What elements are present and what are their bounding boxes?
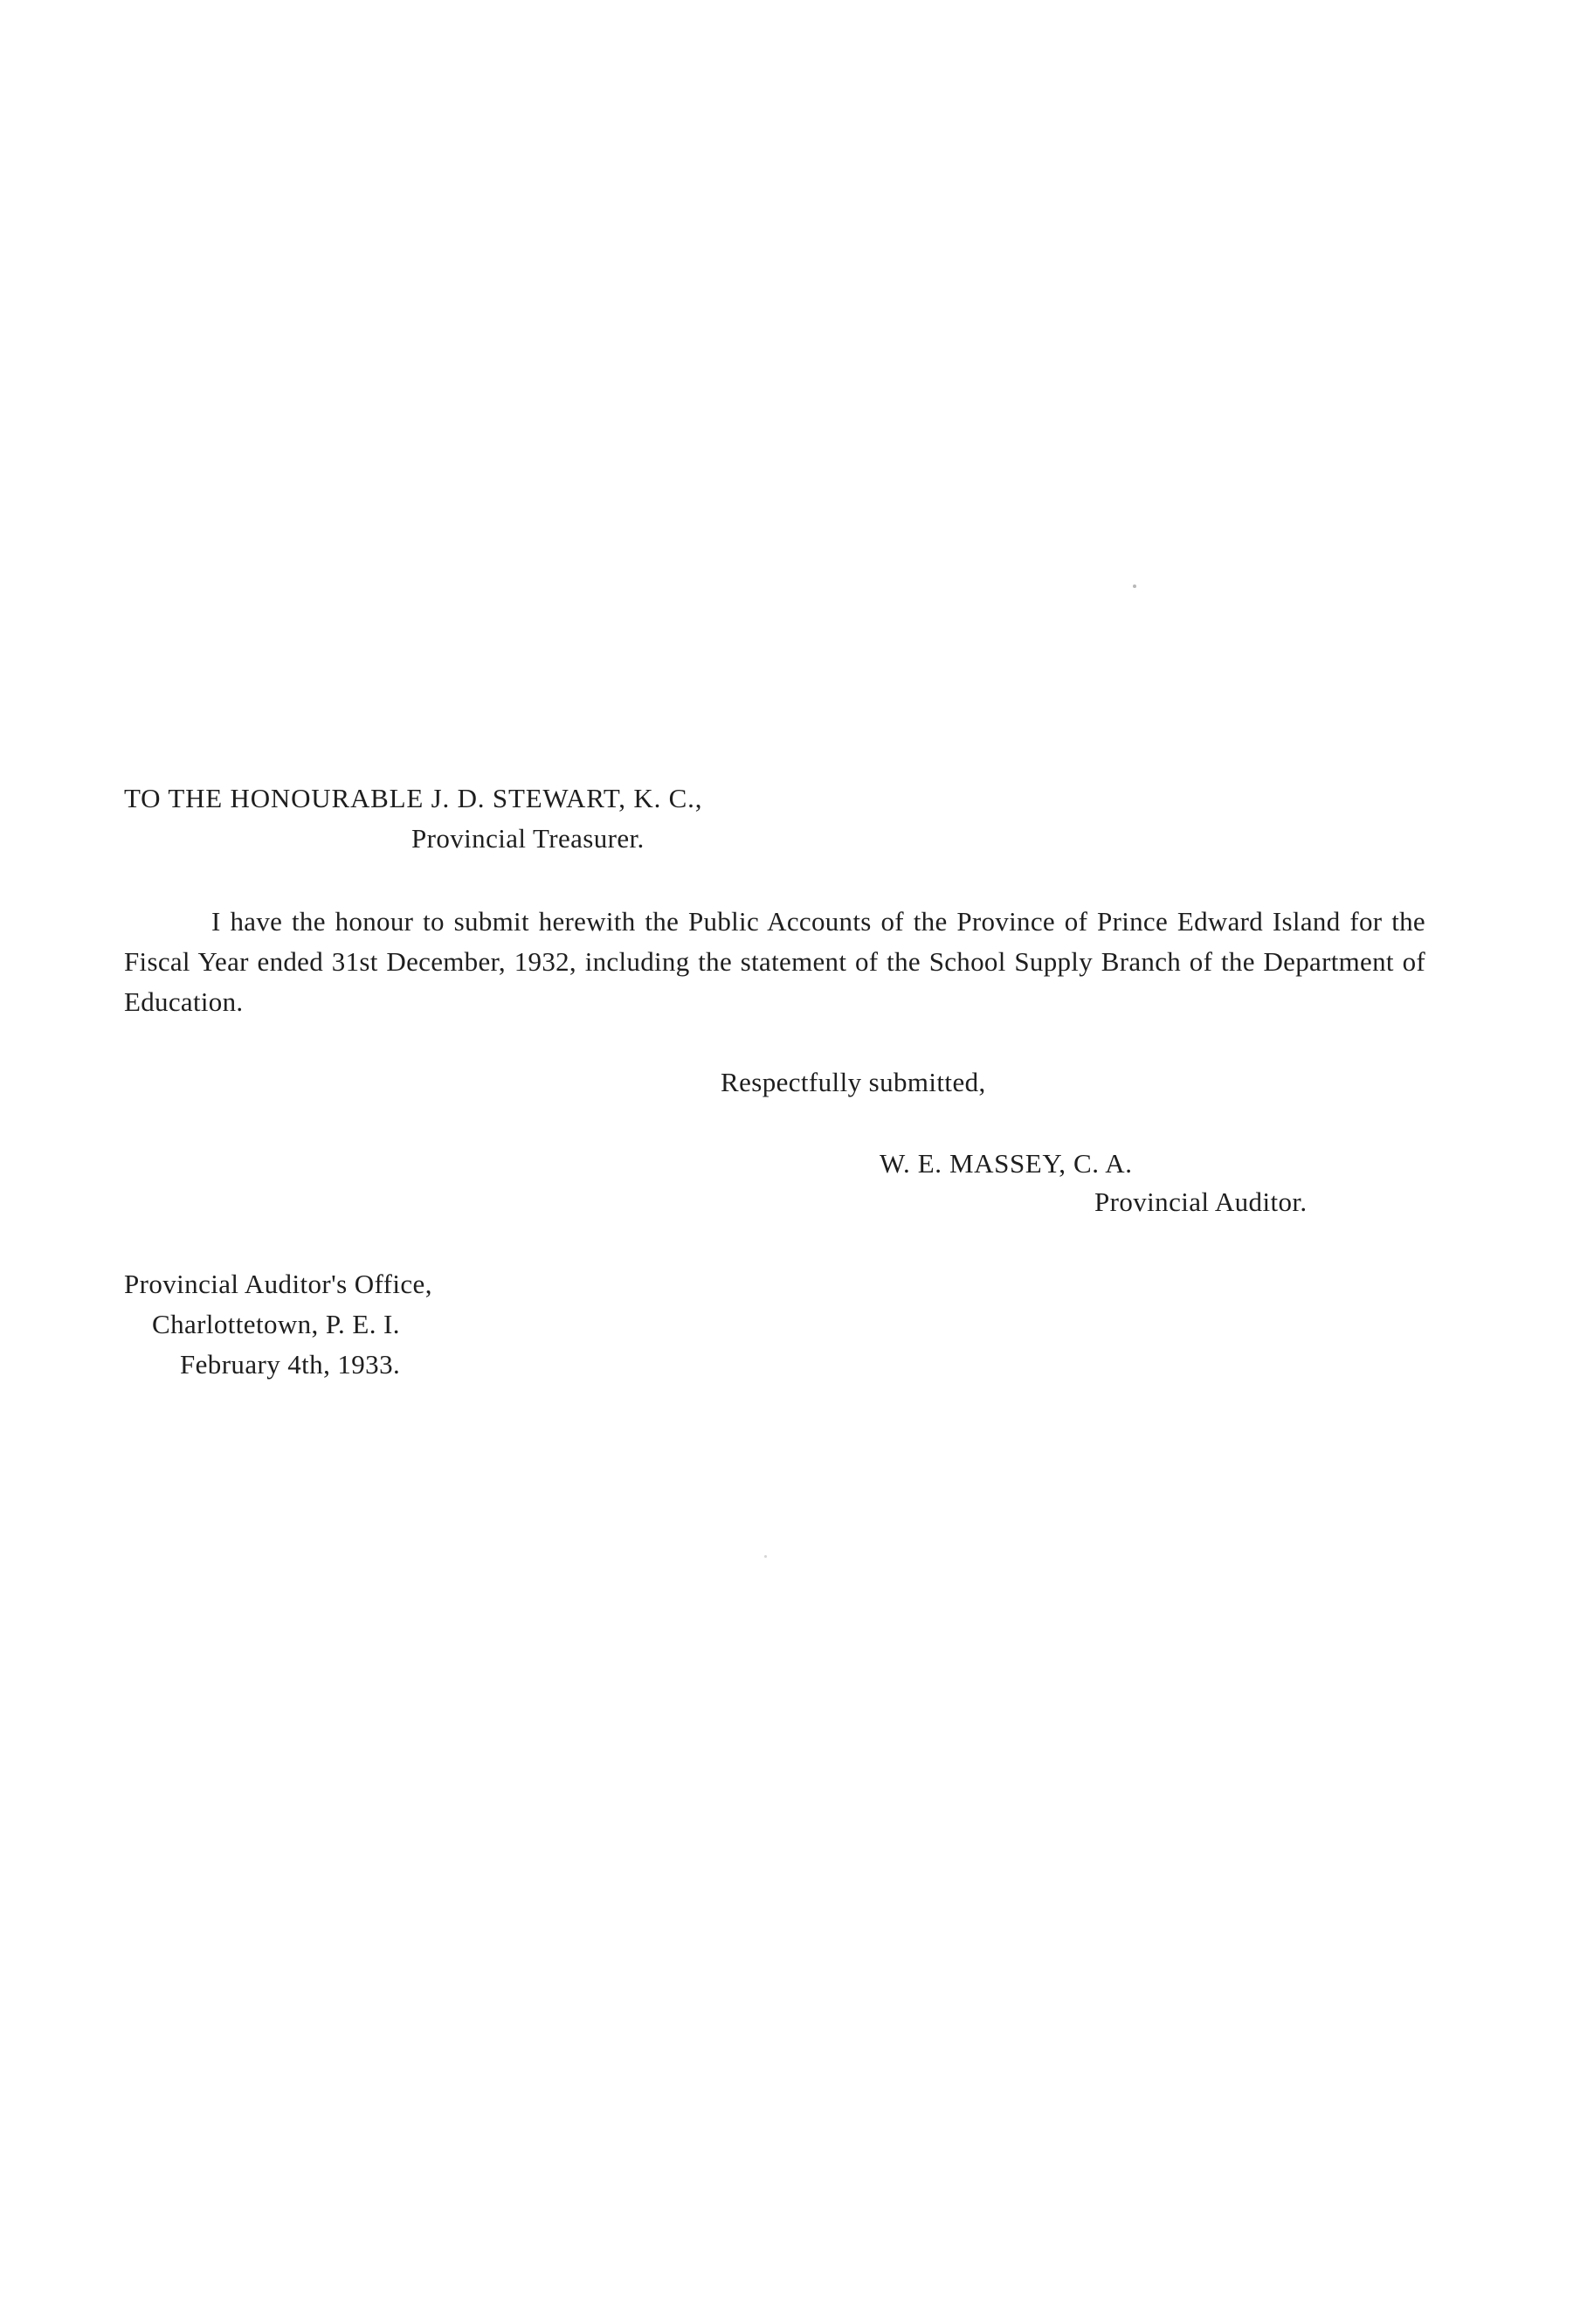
paper-speck [1133,584,1136,588]
city-line: Charlottetown, P. E. I. [152,1309,400,1339]
addressee-title: Provincial Treasurer. [411,823,645,854]
letter-body: I have the honour to submit herewith the Public Accounts of the Province of Prince Edward Island for the Fiscal Year ended 31st December, 1932, including the statement of the School Supply Branch of the Department of Education. [124,906,1425,1017]
office-line: Provincial Auditor's Office, [124,1269,432,1299]
signer-title: Provincial Auditor. [1094,1186,1308,1217]
paper-speck [764,1555,767,1558]
addressee-line: TO THE HONOURABLE J. D. STEWART, K. C., [124,783,703,813]
signer-name: W. E. MASSEY, C. A. [880,1148,1133,1179]
letter-date: February 4th, 1933. [180,1349,401,1380]
closing-line: Respectfully submitted, [721,1067,986,1097]
